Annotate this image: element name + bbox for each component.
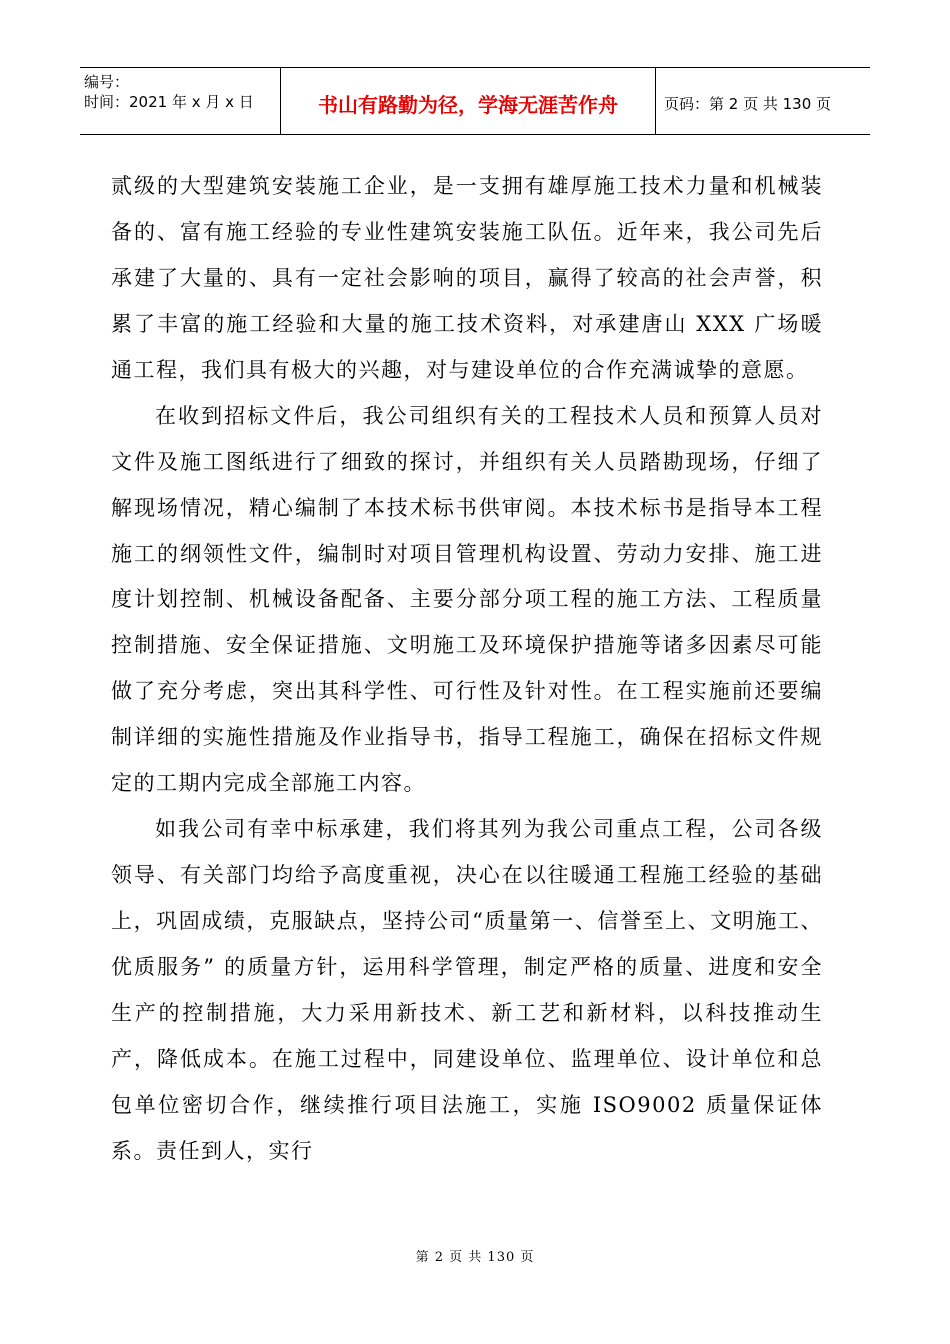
document-body: [111, 164, 823, 1175]
document-header: [80, 67, 870, 135]
header-meta-cell: [80, 68, 281, 134]
page-footer: 第 2 页 共 130 页: [415, 1250, 535, 1265]
body-paragraph-2: 在收到招标文件后，我公司组织有关的工程技术人员和预算人员对文件及施工图纸进行了细致的探讨，并组织有关人员踏勘现场，仔细了解现场情况，精心编制了本技术标书供审阅。本技术标书是指导本工程施工的纲领性文件，编制时对项目管理机构设置、劳动力安排、施工进度计划控制、机械设备配备、主要分部分项工程的施工方法、工程质量控制措施、安全保证措施、文明施工及环境保护措施等诸多因素尽可能做了充分考虑，突出其科学性、可行性及针对性。在工程实施前还要编制详细的实施性措施及作业指导书，指导工程施工，确保在招标文件规定的工期内完成全部施工内容。: [111, 403, 823, 796]
body-paragraph-1: 贰级的大型建筑安装施工企业，是一支拥有雄厚施工技术力量和机械装备的、富有施工经验的专业性建筑安装施工队伍。近年来，我公司先后承建了大量的、具有一定社会影响的项目，赢得了较高的社会声誉，积累了丰富的施工经验和大量的施工技术资料，对承建唐山 XXX 广场暖通工程，我们具有极大的兴趣，对与建设单位的合作充满诚挚的意愿。: [111, 174, 823, 382]
body-paragraph-3: 如我公司有幸中标承建，我们将其列为我公司重点工程，公司各级领导、有关部门均给予高度重视，决心在以往暖通工程施工经验的基础上，巩固成绩，克服缺点，坚持公司“质量第一、信誉至上、文明施工、优质服务” 的质量方针，运用科学管理，制定严格的质量、进度和安全生产的控制措施，大力采用新技术、新工艺和新材料，以科技推动生产，降低成本。在施工过程中，同建设单位、监理单位、设计单位和总包单位密切合作，继续推行项目法施工，实施 ISO9002 质量保证体系。责任到人，实行: [111, 817, 823, 1163]
document-number-label: 编号：: [84, 73, 130, 91]
document-date-label: 时间：2021 年 x 月 x 日: [84, 93, 254, 111]
header-motto: 书山有路勤为径，学海无涯苦作舟: [281, 68, 656, 134]
header-page-info: 页码：第 2 页 共 130 页: [664, 94, 832, 113]
